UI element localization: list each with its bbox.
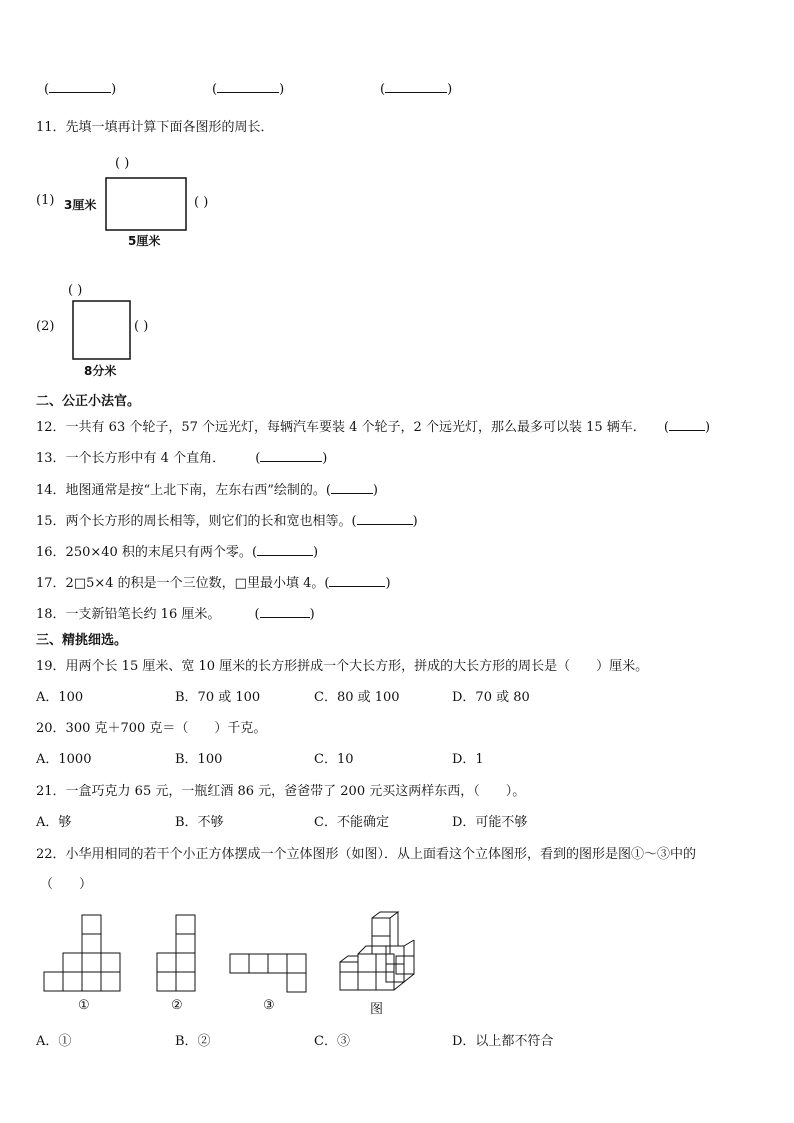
q19-option-c[interactable]: C．80 或 100 xyxy=(314,690,400,705)
top-blank-3[interactable]: ( ) xyxy=(380,82,453,97)
q22-option-d[interactable]: D．以上都不符合 xyxy=(452,1034,554,1049)
figure-2-view xyxy=(157,915,195,991)
question-20-stem: 20．300 克＋700 克＝（ ）千克。 xyxy=(36,721,267,736)
fig1-top-paren[interactable]: ( ) xyxy=(115,156,130,171)
fig1-marker: (1) xyxy=(36,193,55,208)
question-15 xyxy=(36,510,418,529)
question-14 xyxy=(36,479,378,498)
question-22-stem: 22．小华用相同的若干个小正方体摆成一个立体图形（如图）．从上面看这个立体图形，看到的图形是图①～③中的 xyxy=(36,847,697,862)
question-17 xyxy=(36,572,391,591)
question-11-text: 11．先填一填再计算下面各图形的周长． xyxy=(36,120,274,135)
question-16 xyxy=(36,541,318,560)
figure-2-label: ② xyxy=(171,998,183,1013)
question-17-text: 17．2□5×4 的积是一个三位数，□里最小填 4。 xyxy=(36,576,325,591)
fig1-bottom-label: 5厘米 xyxy=(128,234,161,248)
top-blank-2[interactable]: ( ) xyxy=(212,82,285,97)
q21-option-b[interactable]: B．不够 xyxy=(175,815,224,830)
q19-option-a[interactable]: A．100 xyxy=(36,690,84,705)
fig2-top-paren[interactable]: ( ) xyxy=(68,283,83,298)
figure-3-label: ③ xyxy=(263,998,275,1013)
question-13-answer[interactable]: ( ) xyxy=(255,451,328,466)
q21-option-c[interactable]: C．不能确定 xyxy=(314,815,389,830)
question-15-text: 15．两个长方形的周长相等，则它们的长和宽也相等。 xyxy=(36,514,352,529)
question-13 xyxy=(36,447,327,466)
question-18-answer[interactable]: ( ) xyxy=(254,607,315,622)
fig2-right-paren[interactable]: ( ) xyxy=(134,319,149,334)
question-12-answer[interactable]: ( ) xyxy=(663,420,711,435)
figure-1-view xyxy=(44,915,120,991)
question-13-text: 13．一个长方形中有 4 个直角． xyxy=(36,451,226,466)
question-22-paren[interactable]: （ ） xyxy=(40,877,93,892)
figure-solid-label: 图 xyxy=(370,1002,384,1017)
figure-3-view xyxy=(230,954,306,992)
question-16-answer[interactable]: ( ) xyxy=(251,545,319,560)
fig2-square-shape xyxy=(73,301,130,359)
q21-option-a[interactable]: A．够 xyxy=(36,815,72,830)
question-18-text: 18．一支新铅笔长约 16 厘米。 xyxy=(36,607,221,622)
fig1-right-paren[interactable]: ( ) xyxy=(194,195,209,210)
q20-option-d[interactable]: D．1 xyxy=(452,752,484,767)
question-18 xyxy=(36,603,315,622)
question-14-text: 14．地图通常是按“上北下南，左东右西”绘制的。 xyxy=(36,483,326,498)
q22-option-a[interactable]: A．① xyxy=(36,1034,72,1049)
question-16-text: 16．250×40 积的末尾只有两个零。 xyxy=(36,545,252,560)
figure-1-label: ① xyxy=(78,998,90,1013)
top-blank-1[interactable]: ( ) xyxy=(44,82,117,97)
question-21-stem: 21．一盒巧克力 65 元，一瓶红酒 86 元，爸爸带了 200 元买这两样东西，（ ）。 xyxy=(36,784,526,799)
question-14-answer[interactable]: ( ) xyxy=(325,483,378,498)
question-19-stem: 19．用两个长 15 厘米、宽 10 厘米的长方形拼成一个大长方形，拼成的大长方形的周长是（ ）厘米。 xyxy=(36,659,649,674)
question-12 xyxy=(36,416,710,435)
question-12-text: 12．一共有 63 个轮子，57 个远光灯，每辆汽车要装 4 个轮子，2 个远光灯，那么最多可以装 15 辆车． xyxy=(36,420,646,435)
q19-option-b[interactable]: B．70 或 100 xyxy=(175,690,261,705)
fig2-bottom-label: 8分米 xyxy=(84,364,117,378)
q19-option-d[interactable]: D．70 或 80 xyxy=(452,690,530,705)
question-17-answer[interactable]: ( ) xyxy=(324,576,391,591)
q22-figures xyxy=(0,0,1,1)
fig1-side-label: 3厘米 xyxy=(64,198,97,212)
q20-option-c[interactable]: C．10 xyxy=(314,752,354,767)
fig2-marker: (2) xyxy=(36,319,55,334)
q22-option-c[interactable]: C．③ xyxy=(314,1034,350,1049)
q20-option-b[interactable]: B．100 xyxy=(175,752,223,767)
q21-option-d[interactable]: D．可能不够 xyxy=(452,815,528,830)
section-2-title: 二、公正小法官。 xyxy=(36,394,141,409)
q22-option-b[interactable]: B．② xyxy=(175,1034,211,1049)
question-15-answer[interactable]: ( ) xyxy=(351,514,418,529)
q20-option-a[interactable]: A．1000 xyxy=(36,752,92,767)
figure-3d-solid xyxy=(340,912,414,990)
section-3-title: 三、精挑细选。 xyxy=(36,633,128,648)
fig1-rectangle-shape xyxy=(106,178,186,230)
